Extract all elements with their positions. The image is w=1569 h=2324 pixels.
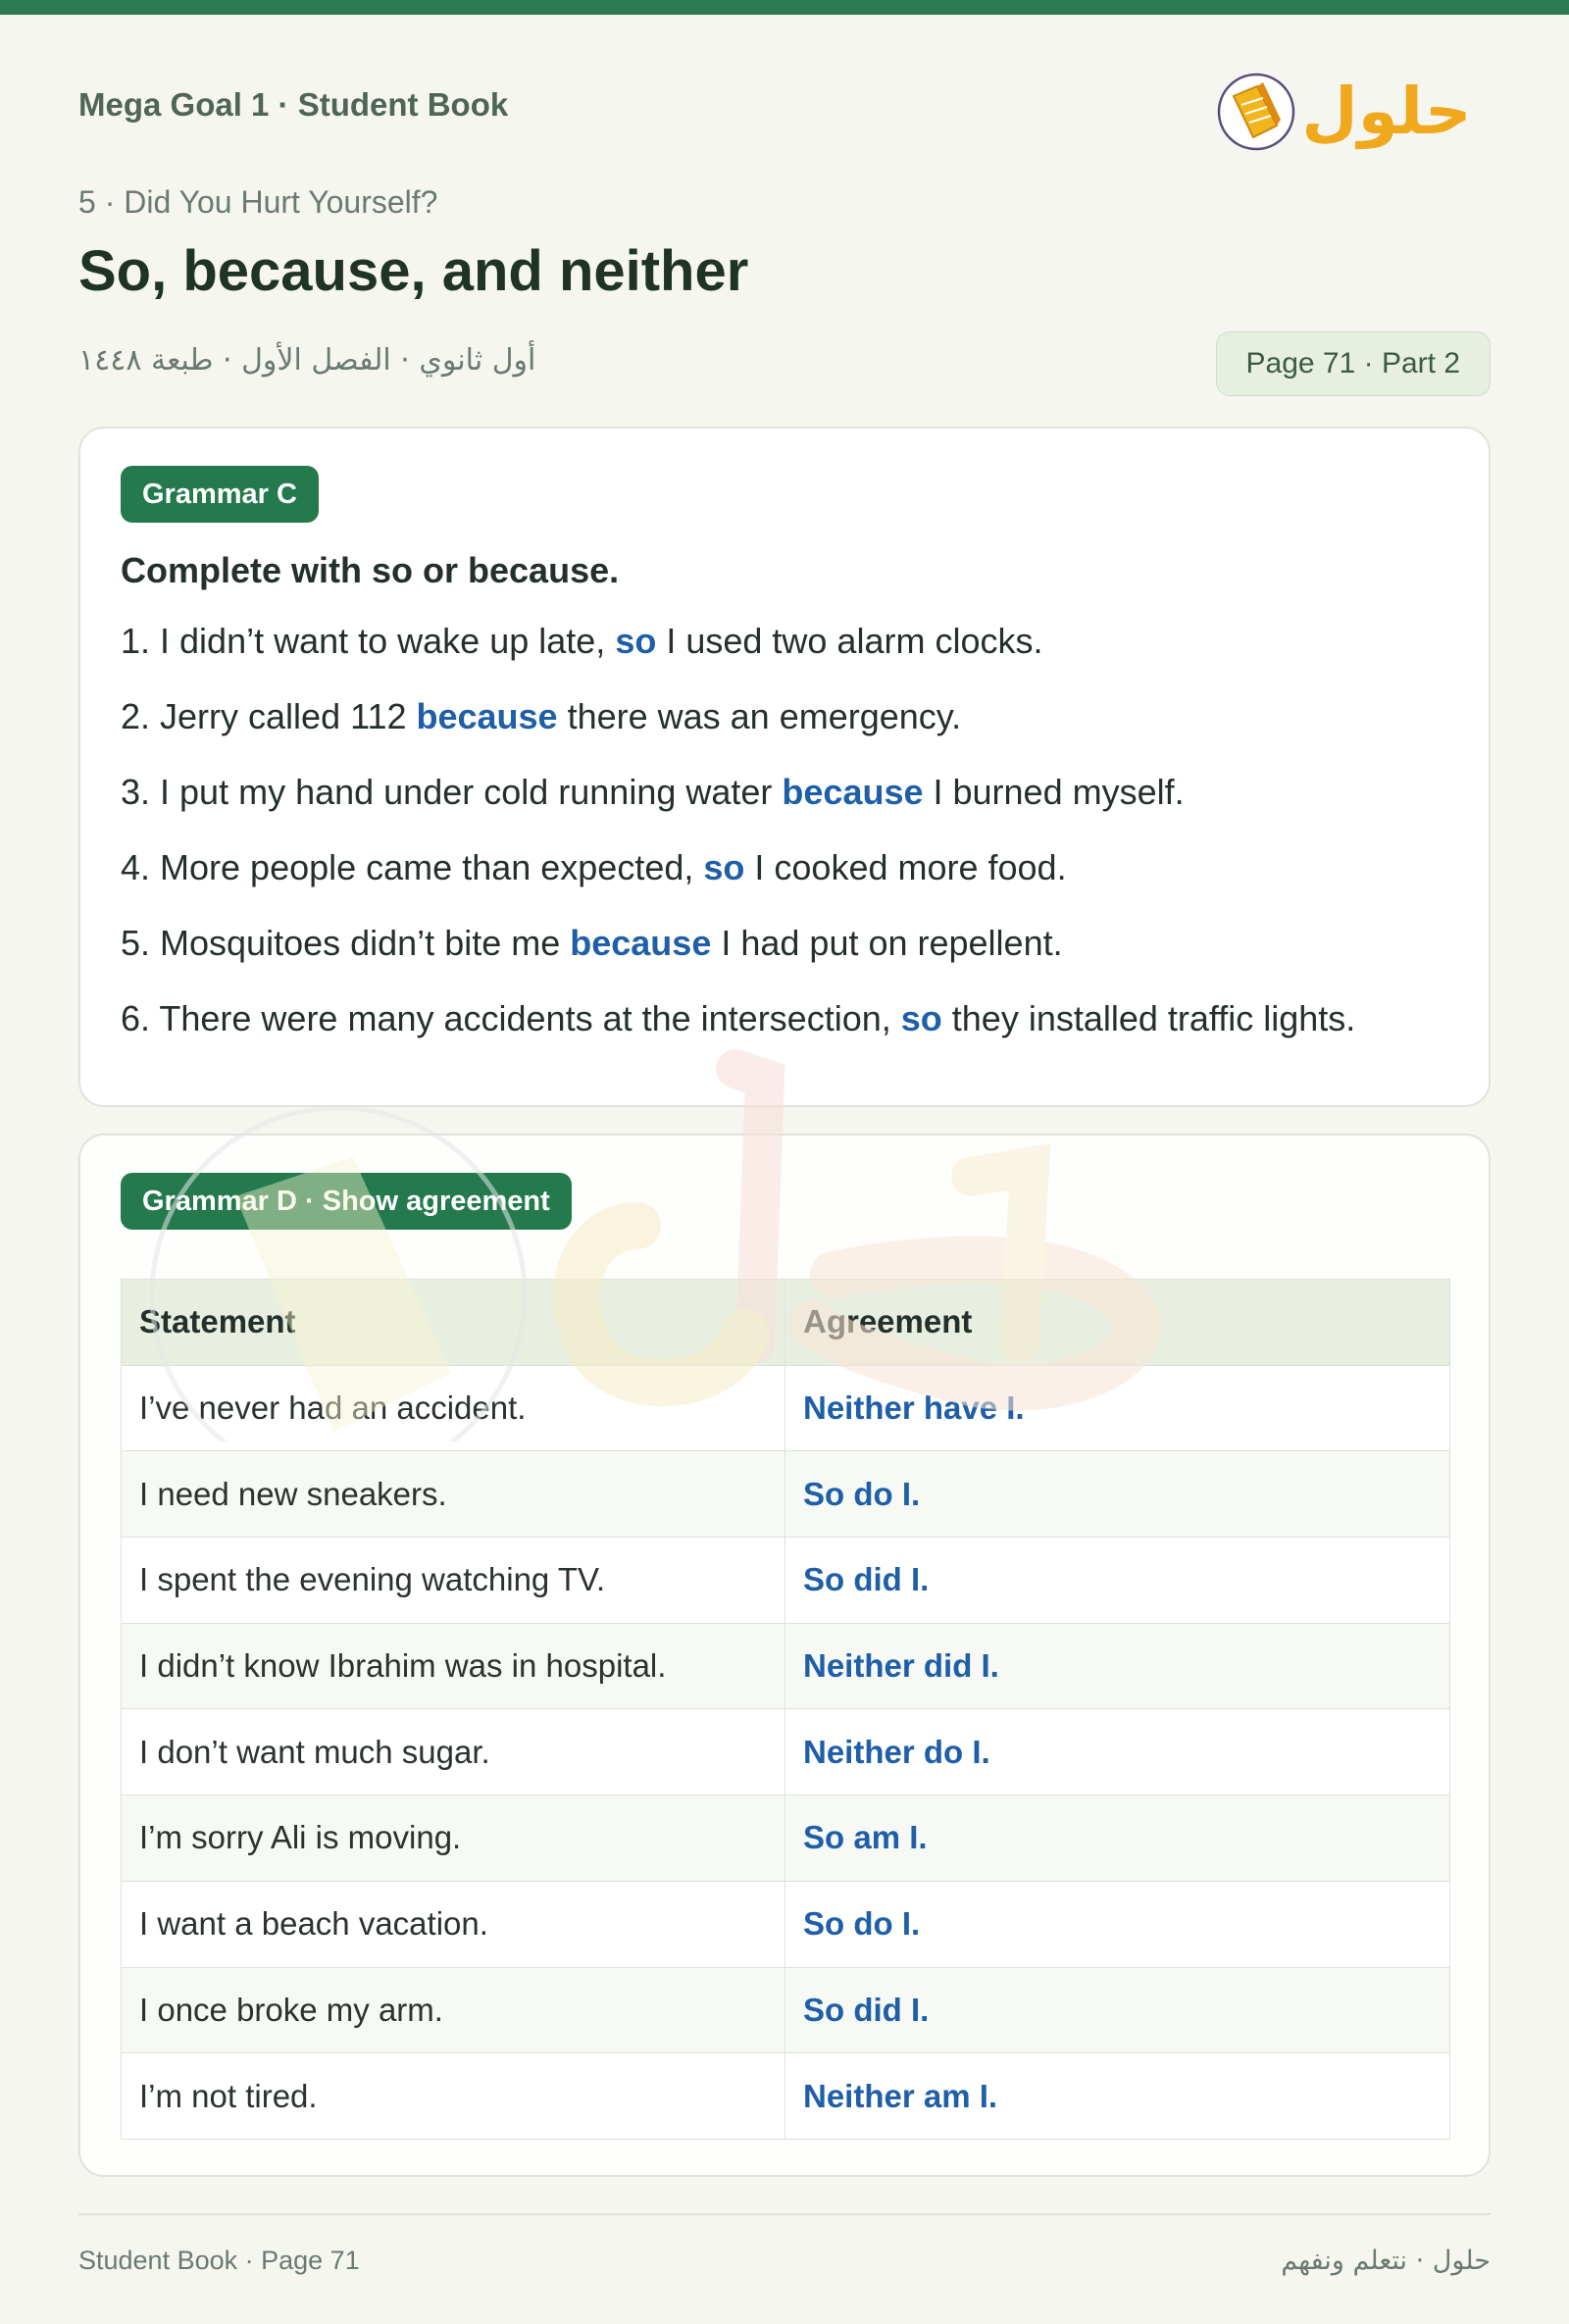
statement-cell: I spent the evening watching TV. <box>122 1538 785 1624</box>
unit-title: 5 · Did You Hurt Yourself? <box>78 184 438 220</box>
agreement-cell: So do I. <box>785 1881 1450 1967</box>
column-header-statement: Statement <box>122 1280 785 1366</box>
table-row <box>122 1709 1450 1795</box>
sentence-end: I burned myself. <box>923 772 1185 812</box>
sentence-end: I used two alarm clocks. <box>656 621 1043 661</box>
answer-word: because <box>416 696 558 736</box>
hulul-logo <box>1212 61 1477 159</box>
sentence-start: 3. I put my hand under cold running water <box>121 772 783 812</box>
statement-cell: I’ve never had an accident. <box>122 1365 785 1451</box>
table-row <box>122 1365 1450 1451</box>
table-row <box>122 1881 1450 1967</box>
sentence-start: 1. I didn’t want to wake up late, <box>121 621 616 661</box>
agreement-cell: So did I. <box>785 1538 1450 1624</box>
agreement-cell: So am I. <box>785 1795 1450 1882</box>
sentence-start: 5. Mosquitoes didn’t bite me <box>121 923 571 963</box>
exercise-item <box>121 921 1464 996</box>
statement-cell: I don’t want much sugar. <box>122 1709 785 1795</box>
exercise-item <box>121 619 1464 694</box>
footer-brand: حلول · نتعلم ونفهم <box>1281 2246 1491 2276</box>
exercise-item <box>121 845 1464 921</box>
sentence-end: there was an emergency. <box>557 696 962 736</box>
page-badge: Page 71 · Part 2 <box>1216 331 1491 396</box>
statement-cell: I didn’t know Ibrahim was in hospital. <box>122 1623 785 1709</box>
footer-divider <box>78 2213 1491 2215</box>
table-row <box>122 1795 1450 1882</box>
sentence-end: I had put on repellent. <box>711 923 1063 963</box>
agreement-cell: Neither did I. <box>785 1623 1450 1709</box>
edition-info: أول ثانوي · الفصل الأول · طبعة ١٤٤٨ <box>78 343 536 378</box>
statement-cell: I once broke my arm. <box>122 1967 785 2053</box>
statement-cell: I want a beach vacation. <box>122 1881 785 1967</box>
grammar-c-card <box>78 427 1491 1107</box>
agreement-table <box>121 1279 1450 2140</box>
statement-cell: I need new sneakers. <box>122 1451 785 1538</box>
grammar-d-card <box>78 1134 1491 2177</box>
table-row <box>122 2053 1450 2140</box>
answer-word: so <box>615 621 657 661</box>
grammar-d-label: Grammar D · Show agreement <box>121 1173 572 1230</box>
agreement-cell: Neither have I. <box>785 1365 1450 1451</box>
exercise-item <box>121 694 1464 770</box>
agreement-cell: So do I. <box>785 1451 1450 1538</box>
grammar-c-instruction: Complete with so or because. <box>121 550 620 590</box>
grammar-c-label: Grammar C <box>121 466 319 523</box>
table-row <box>122 1623 1450 1709</box>
column-header-agreement: Agreement <box>785 1280 1450 1366</box>
answer-word: so <box>703 847 745 887</box>
lesson-title: So, because, and neither <box>78 239 749 303</box>
sentence-start: 6. There were many accidents at the intersection, <box>121 998 901 1038</box>
answer-word: because <box>570 923 712 963</box>
answer-word: because <box>782 772 924 812</box>
sentence-end: they installed traffic lights. <box>941 998 1356 1038</box>
sentence-start: 2. Jerry called 112 <box>121 696 417 736</box>
answer-word: so <box>900 998 942 1038</box>
table-row <box>122 1451 1450 1538</box>
sentence-start: 4. More people came than expected, <box>121 847 704 887</box>
footer-page-label: Student Book · Page 71 <box>78 2246 360 2275</box>
exercise-item <box>121 770 1464 845</box>
top-accent-bar <box>0 0 1569 15</box>
table-header-row <box>122 1280 1450 1366</box>
book-title: Mega Goal 1 · Student Book <box>78 86 509 123</box>
agreement-cell: Neither am I. <box>785 2053 1450 2140</box>
table-row <box>122 1538 1450 1624</box>
exercise-list <box>121 619 1464 1072</box>
statement-cell: I’m sorry Ali is moving. <box>122 1795 785 1882</box>
exercise-item <box>121 996 1464 1072</box>
sentence-end: I cooked more food. <box>744 847 1067 887</box>
agreement-cell: So did I. <box>785 1967 1450 2053</box>
agreement-cell: Neither do I. <box>785 1709 1450 1795</box>
logo-wordmark: حلول <box>1301 74 1472 149</box>
table-row <box>122 1967 1450 2053</box>
statement-cell: I’m not tired. <box>122 2053 785 2140</box>
